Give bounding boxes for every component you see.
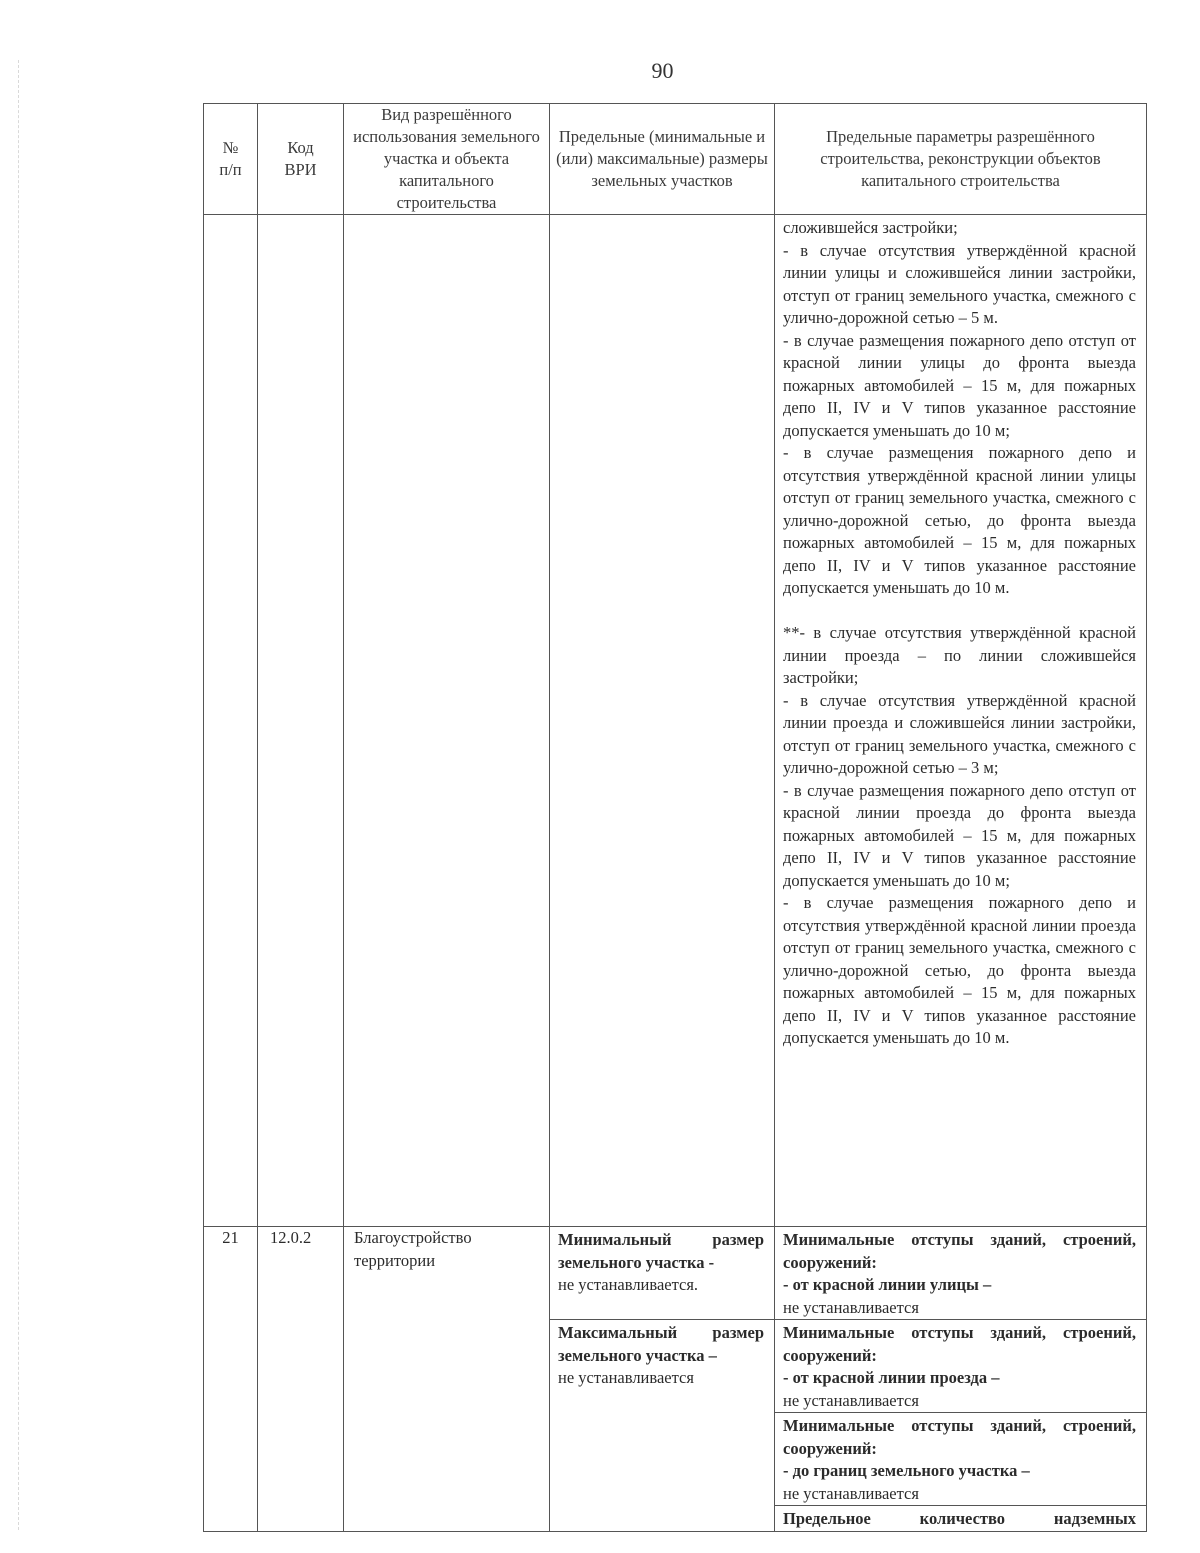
cell-param-4 — [775, 1506, 1147, 1532]
header-construction-params: Предельные параметры разрешённого строительства, реконструкции объектов капитального строительства — [775, 104, 1147, 215]
param-line: **- в случае отсутствия утверждённой красной линии проезда – по линии сложившейся застройки; — [783, 623, 1136, 687]
table-row-21 — [204, 1227, 1147, 1320]
min-size-value: не устанавливается. — [558, 1275, 699, 1294]
param-item: - до границ земельного участка – — [783, 1461, 1030, 1480]
cell-min-size — [550, 1227, 775, 1320]
page-number: 90 — [651, 58, 674, 83]
cell-empty-code — [258, 215, 344, 1227]
param-item: - от красной линии проезда – — [783, 1368, 1000, 1387]
cell-empty-number — [204, 215, 258, 1227]
param-heading: Минимальные отступы зданий, строений, сооружений: — [783, 1230, 1136, 1272]
cell-vri-code: 12.0.2 — [258, 1227, 344, 1532]
param-line: - в случае отсутствия утверждённой красной линии улицы и сложившейся линии застройки, отступ от границ земельного участка, смежного с улично-дорожной сетью – 5 м. — [783, 240, 1136, 327]
header-number: № п/п — [204, 104, 258, 215]
header-plot-sizes: Предельные (минимальные и (или) максимальные) размеры земельных участков — [550, 104, 775, 215]
param-heading: Минимальные отступы зданий, строений, сооружений: — [783, 1416, 1136, 1458]
param-line: - в случае размещения пожарного депо и отсутствия утверждённой красной линии улицы отступ от границ земельного участка, смежного с улично-дорожной сетью, до фронта выезда пожарных автомобилей – 15 м, для пожарных депо II, IV и V типов указанное расстояние допускается уменьшать до 10 м. — [783, 443, 1136, 597]
param-value: не устанавливается — [783, 1297, 919, 1317]
scan-margin-line — [18, 60, 20, 1530]
cell-param-1 — [775, 1227, 1147, 1320]
header-use-type: Вид разрешённого использования земельного участка и объекта капитального строительства — [344, 104, 550, 215]
param-line: - в случае размещения пожарного депо отступ от красной линии проезда до фронта выезда пожарных автомобилей – 15 м, для пожарных депо II, IV и V типов указанное расстояние допускается уменьшать до 10 м; — [783, 780, 1136, 890]
table-header-row — [204, 104, 1147, 215]
min-size-label: Минимальный размер земельного участка - — [558, 1230, 764, 1272]
cell-max-size — [550, 1320, 775, 1532]
cell-empty-sizes — [550, 215, 775, 1227]
cell-continued-params — [775, 215, 1147, 1227]
max-size-value: не устанавливается — [558, 1368, 694, 1387]
param-line: сложившейся застройки; — [783, 218, 958, 237]
param-heading: Предельное количество надземных — [783, 1509, 1136, 1528]
param-value: не устанавливается — [783, 1483, 919, 1503]
regulations-table — [203, 103, 1147, 1532]
cell-param-2 — [775, 1320, 1147, 1413]
param-line: - в случае размещения пожарного депо и отсутствия утверждённой красной линии проезда отступ от границ земельного участка, смежного с улично-дорожной сетью, до фронта выезда пожарных автомобилей – 15 м, для пожарных депо II, IV и V типов указанное расстояние допускается уменьшать до 10 м. — [783, 893, 1136, 1047]
cell-use-name: Благоустройство территории — [344, 1227, 550, 1532]
header-code: Код ВРИ — [258, 104, 344, 215]
table-row-continuation — [204, 215, 1147, 1227]
cell-row-number: 21 — [204, 1227, 258, 1532]
param-line: - в случае отсутствия утверждённой красной линии проезда и сложившейся линии застройки, отступ от границ земельного участка, смежного с улично-дорожной сетью – 3 м; — [783, 690, 1136, 777]
param-value: не устанавливается — [783, 1390, 919, 1410]
cell-param-3 — [775, 1413, 1147, 1506]
param-heading: Минимальные отступы зданий, строений, сооружений: — [783, 1323, 1136, 1365]
param-line: - в случае размещения пожарного депо отступ от красной линии улицы до фронта выезда пожарных автомобилей – 15 м, для пожарных депо II, IV и V типов указанное расстояние допускается уменьшать до 10 м; — [783, 330, 1136, 440]
max-size-label: Максимальный размер земельного участка – — [558, 1323, 764, 1365]
cell-empty-use-type — [344, 215, 550, 1227]
param-item: - от красной линии улицы – — [783, 1275, 992, 1294]
